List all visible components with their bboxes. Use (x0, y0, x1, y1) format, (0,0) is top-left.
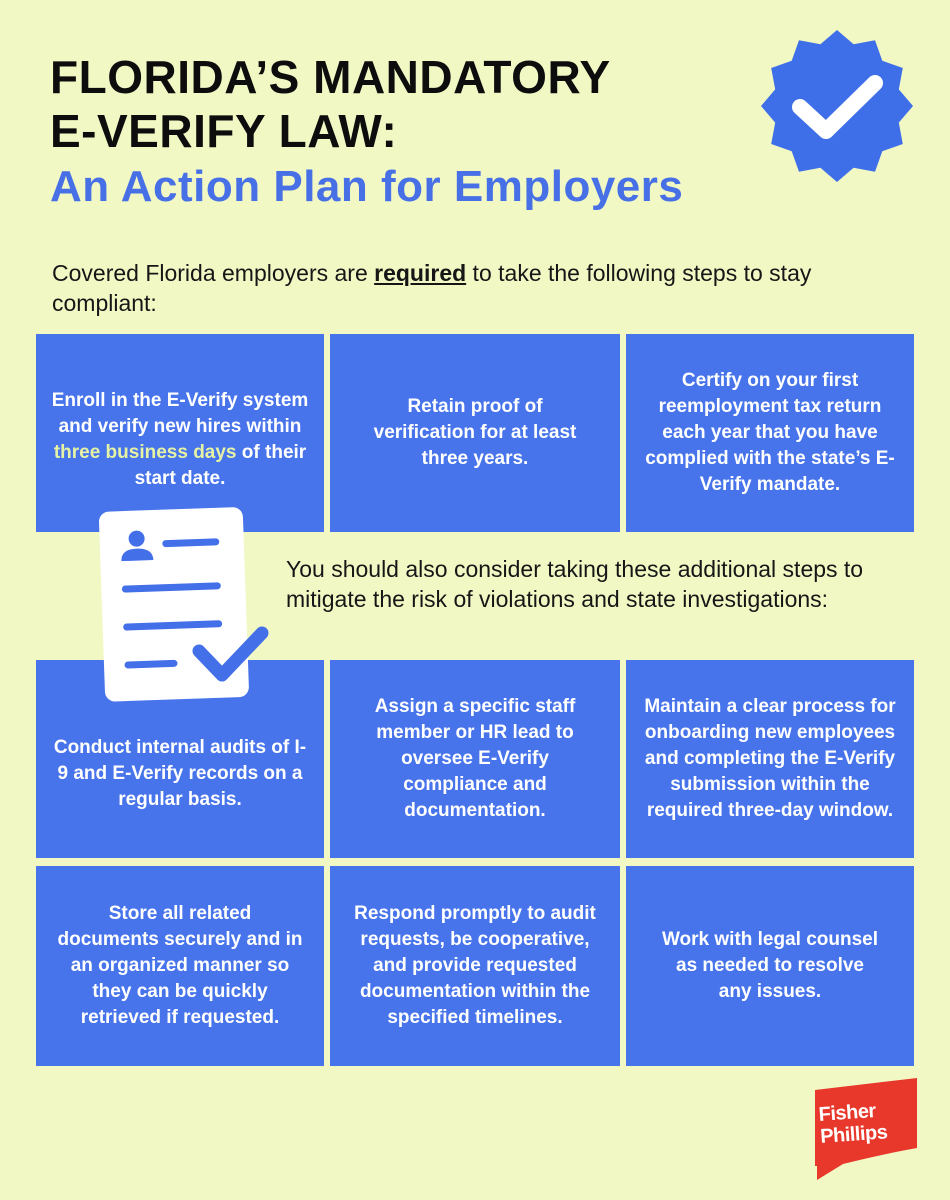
intro-text-after: to take the following steps to stay compliant: (52, 260, 812, 316)
title-line-1: FLORIDA’S MANDATORY (50, 51, 611, 103)
checklist-document-icon (96, 503, 272, 709)
additional-step-card-5 (330, 866, 620, 1066)
logo-line-2: Phillips (819, 1121, 889, 1148)
additional-step-card-2 (330, 660, 620, 858)
logo-wordmark (818, 1097, 917, 1148)
step-text-post: of their start date. (134, 442, 307, 489)
subtitle: An Action Plan for Employers (50, 162, 684, 211)
additional-step-text: Respond promptly to audit requests, be cooperative, and provide requested documentation within the specified timelines. (354, 903, 596, 1028)
additional-step-card-3 (626, 660, 914, 858)
additional-step-text: Maintain a clear process for onboarding new employees and completing the E-Verify submission within the required three-day window. (644, 696, 896, 821)
required-step-card-2 (330, 334, 620, 532)
additional-step-text: Assign a specific staff member or HR lead to oversee E-Verify compliance and documentation. (374, 696, 576, 821)
required-step-card-3 (626, 334, 914, 532)
intro-text-before: Covered Florida employers are (52, 260, 375, 286)
step-highlight: three business days (53, 442, 237, 463)
intro-paragraph (52, 258, 852, 318)
additional-step-text: Work with legal counsel as needed to resolve any issues. (661, 929, 879, 1002)
additional-step-card-6 (626, 866, 914, 1066)
verified-check-badge-icon (758, 27, 916, 185)
required-step-text (50, 388, 310, 492)
additional-step-card-4 (36, 866, 324, 1066)
required-step-text: Retain proof of verification for at least three years. (373, 396, 577, 469)
title-line-2: E-VERIFY LAW: (50, 105, 398, 157)
additional-step-text: Store all related documents securely and in an organized manner so they can be quickly retrieved if requested. (57, 903, 303, 1028)
step-text-pre: Enroll in the E-Verify system and verify new hires within (51, 390, 309, 437)
additional-steps-intro: You should also consider taking these additional steps to mitigate the risk of violations and state investigations: (286, 556, 864, 612)
logo-line-1: Fisher (818, 1100, 877, 1126)
intro-emphasis: required (374, 260, 467, 286)
additional-step-text: Conduct internal audits of I-9 and E-Verify records on a regular basis. (53, 737, 307, 810)
required-step-text: Certify on your first reemployment tax return each year that you have complied with the state’s E-Verify mandate. (645, 370, 895, 495)
